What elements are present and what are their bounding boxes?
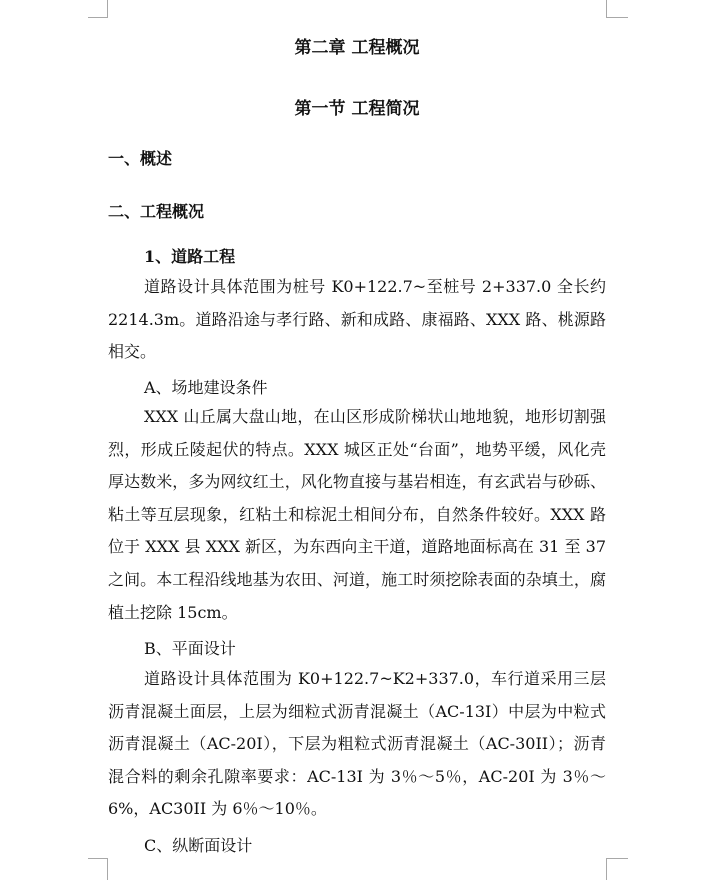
crop-mark-top-left [107,0,108,18]
crop-mark-bottom-right [606,858,628,859]
crop-mark-bottom-right [606,858,607,880]
heading-plan-design: B、平面设计 [144,639,236,658]
paragraph-road-scope: 道路设计具体范围为桩号 K0+122.7~至桩号 2+337.0 全长约 2214.3m。道路沿途与孝行路、新和成路、康福路、XXX 路、桃源路相交。 [108,277,606,362]
crop-mark-top-right [606,17,628,18]
heading-profile-design: C、纵断面设计 [144,836,253,855]
heading-project: 二、工程概况 [108,202,205,221]
section-title: 第一节 工程简况 [294,99,420,119]
chapter-title: 第二章 工程概况 [294,38,420,58]
paragraph-plan-design: 道路设计具体范围为 K0+122.7~K2+337.0，车行道采用三层沥青混凝土面层，上层为细粒式沥青混凝土（AC-13I）中层为中粒式沥青混凝土（AC-20I），下层为粗粒式沥青混凝土（AC-30II）；沥青混合料的剩余孔隙率要求：AC-13I 为 3％～5％，AC-20I 为 3％～6%，AC30II 为 6％～10％。 [108,669,606,819]
crop-mark-bottom-left [88,858,108,859]
paragraph-site-conditions: XXX 山丘属大盘山地，在山区形成阶梯状山地地貌，地形切割强烈，形成丘陵起伏的特点。XXX 城区正处“台面”，地势平缓，风化壳厚达数米，多为网纹红土，风化物直接与基岩相连，有玄武岩与砂砾、粘土等互层现象，红粘土和棕泥土相间分布，自然条件较好。XXX 路位于 XXX 县 XXX 新区，为东西向主干道，道路地面标高在 31 至 37 之间。本工程沿线地基为农田、河道，施工时须挖除表面的杂填土，腐植土挖除 15cm。 [108,407,606,622]
heading-site-conditions: A、场地建设条件 [144,378,268,397]
subheading-road: 1、道路工程 [144,247,236,266]
crop-mark-bottom-left [107,858,108,880]
crop-mark-top-left [88,17,108,18]
heading-overview: 一、概述 [108,149,173,168]
crop-mark-top-right [606,0,607,18]
